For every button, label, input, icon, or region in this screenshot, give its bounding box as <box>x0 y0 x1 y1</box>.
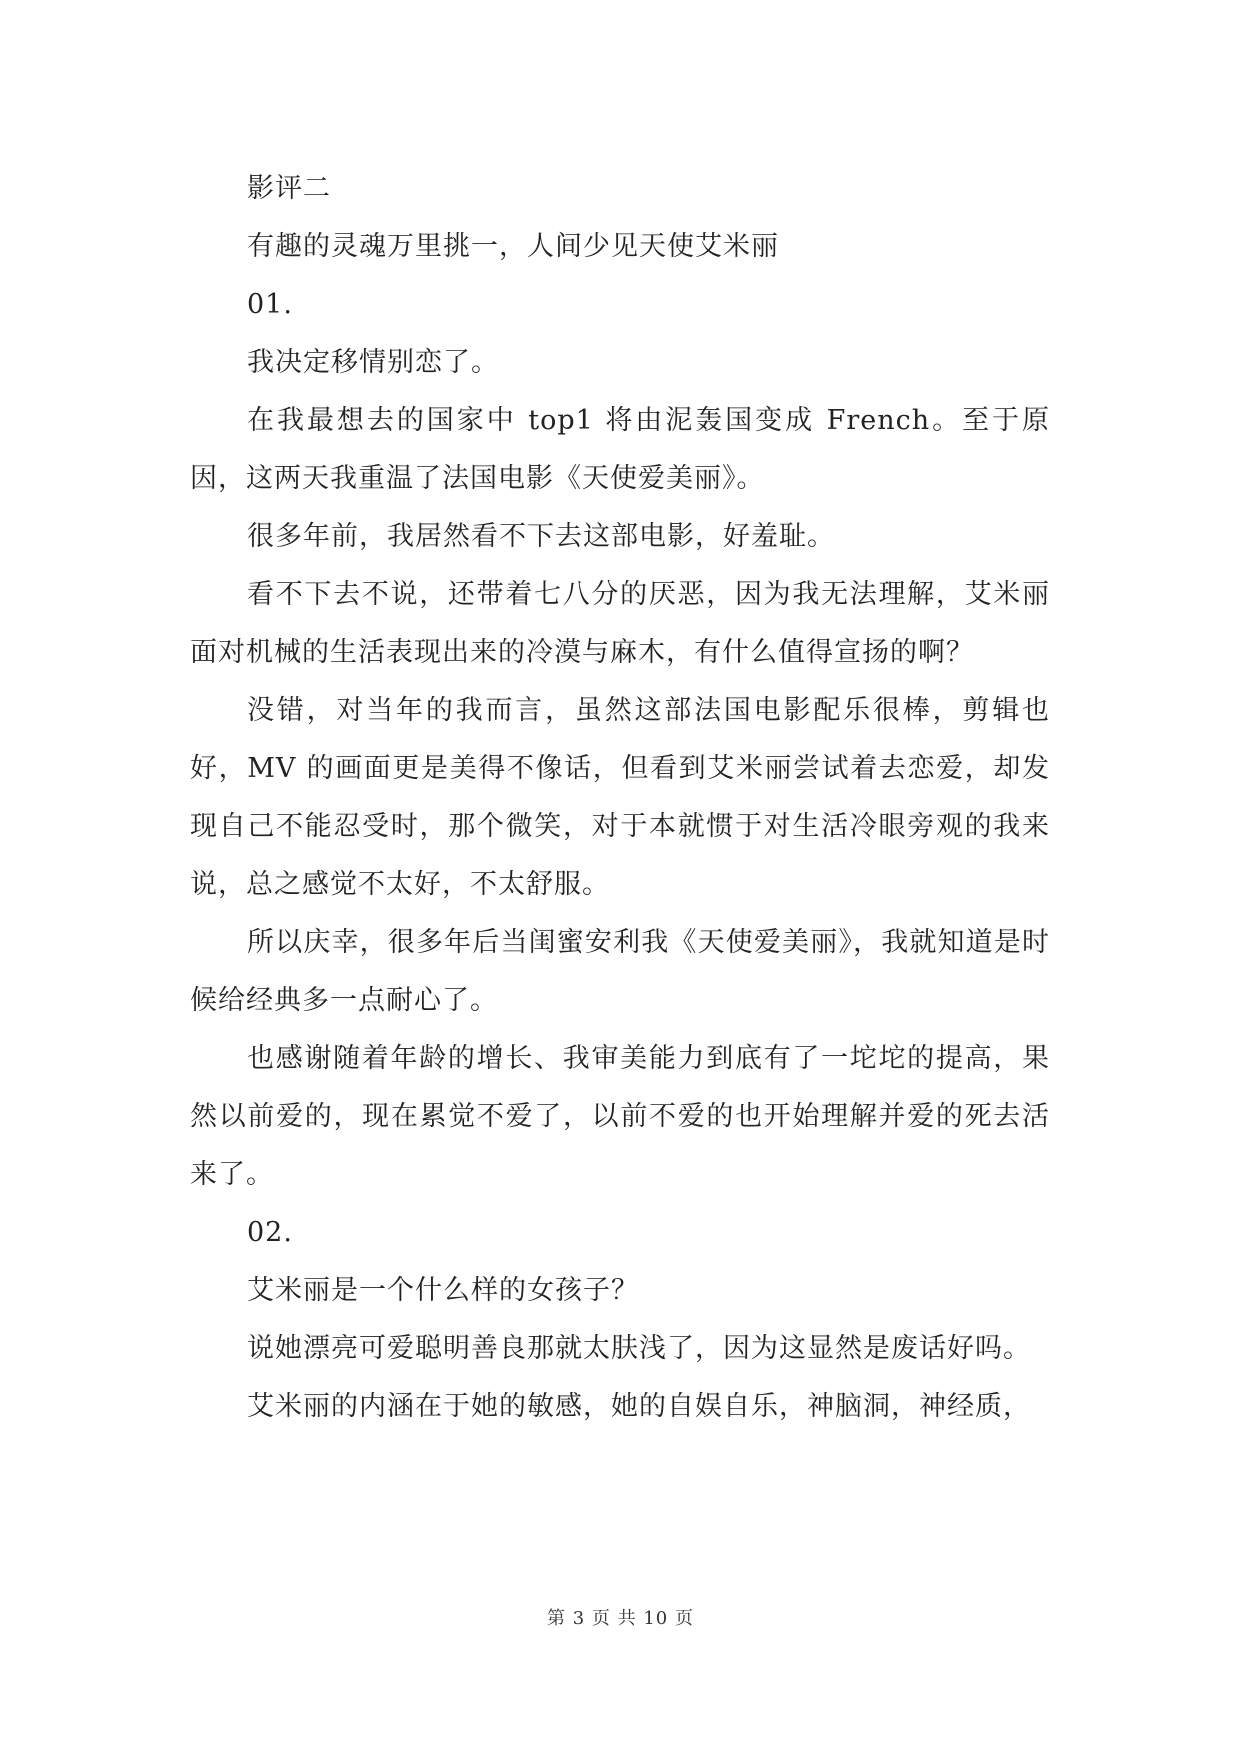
paragraph: 也感谢随着年龄的增长、我审美能力到底有了一坨坨的提高，果然以前爱的，现在累觉不爱了，以前不爱的也开始理解并爱的死去活来了。 <box>190 1043 1050 1190</box>
paragraph: 说她漂亮可爱聪明善良那就太肤浅了，因为这显然是废话好吗。 <box>247 1333 1031 1364</box>
section-number: 01. <box>247 289 293 320</box>
paragraph: 我决定移情别恋了。 <box>247 347 499 378</box>
paragraph: 看不下去不说，还带着七八分的厌恶，因为我无法理解，艾米丽面对机械的生活表现出来的冷漠与麻木，有什么值得宣扬的啊？ <box>190 579 1050 668</box>
paragraph: 艾米丽的内涵在于她的敏感，她的自娱自乐，神脑洞，神经质， <box>247 1391 1031 1422</box>
section-number: 02. <box>247 1217 293 1248</box>
paragraph: 在我最想去的国家中 top1 将由泥轰国变成 French。至于原因，这两天我重温了法国电影《天使爱美丽》。 <box>190 405 1050 494</box>
article-title: 有趣的灵魂万里挑一，人间少见天使艾米丽 <box>247 231 779 262</box>
section-label: 影评二 <box>247 173 331 204</box>
paragraph: 所以庆幸，很多年后当闺蜜安利我《天使爱美丽》，我就知道是时候给经典多一点耐心了。 <box>190 927 1050 1016</box>
page-footer: 第 3 页 共 10 页 <box>547 1608 694 1629</box>
paragraph: 没错，对当年的我而言，虽然这部法国电影配乐很棒，剪辑也好，MV 的画面更是美得不像话，但看到艾米丽尝试着去恋爱，却发现自己不能忍受时，那个微笑，对于本就惯于对生活冷眼旁观的我来说，总之感觉不太好，不太舒服。 <box>190 695 1050 900</box>
document-body <box>190 160 1050 1436</box>
paragraph: 艾米丽是一个什么样的女孩子？ <box>247 1275 639 1306</box>
paragraph: 很多年前，我居然看不下去这部电影，好羞耻。 <box>247 521 835 552</box>
